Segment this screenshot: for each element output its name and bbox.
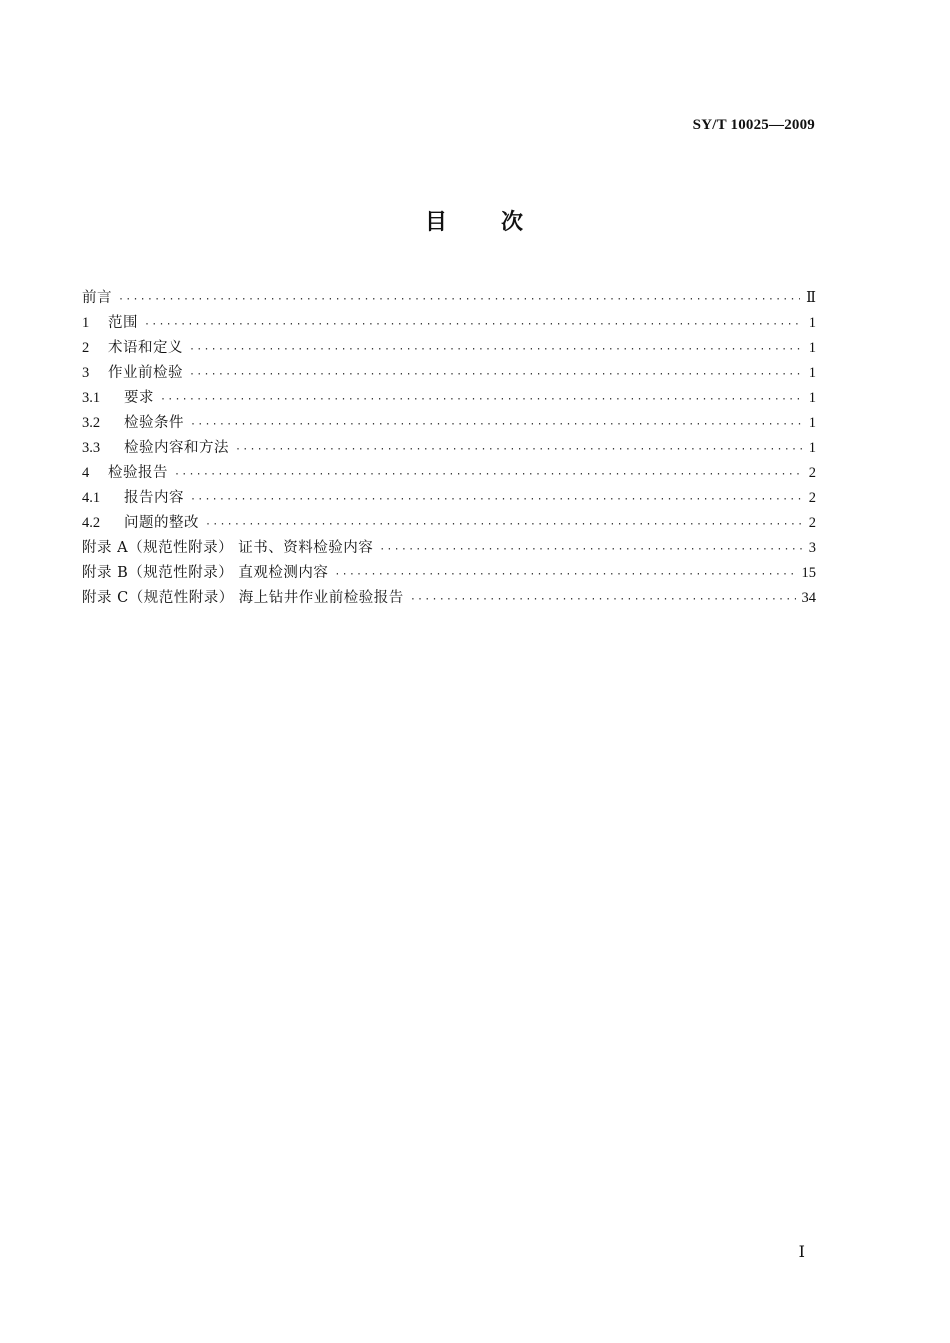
toc-leader-dots [144,319,803,330]
document-code: SY/T 10025—2009 [692,117,815,133]
toc-entry-page: 3 [808,540,816,556]
toc-entry-page: 1 [808,440,816,456]
toc-entry-2[interactable] [82,336,816,361]
toc-entry-3-2[interactable] [82,411,816,436]
toc-leader-dots [334,569,795,580]
toc-entry-page: 15 [801,565,816,581]
toc-entry-label: 检验内容和方法 [124,440,229,456]
toc-entry-3-1[interactable] [82,386,816,411]
toc-entry-3-3[interactable] [82,436,816,461]
toc-entry-4-2[interactable] [82,511,816,536]
toc-entry-foreword[interactable] [82,286,816,311]
toc-entry-label: 附录 A（规范性附录） 证书、资料检验内容 [82,540,374,556]
toc-leader-dots [205,519,803,530]
toc-leader-dots [379,544,803,555]
toc-entry-appendix-a[interactable] [82,536,816,561]
toc-leader-dots [160,394,803,405]
toc-entry-number: 3.3 [82,440,101,456]
toc-entry-label: 范围 [108,315,138,331]
toc-entry-label: 检验条件 [124,415,184,431]
toc-entry-page: 1 [808,340,816,356]
toc-leader-dots [189,369,803,380]
toc-leader-dots [190,419,803,430]
toc-entry-page: Ⅱ [806,290,816,306]
toc-entry-number: 3.2 [82,415,101,431]
toc-leader-dots [174,469,803,480]
toc-entry-page: 2 [808,465,816,481]
toc-leader-dots [410,594,796,605]
toc-entry-label: 报告内容 [124,490,184,506]
toc-entry-number: 4.2 [82,515,101,531]
toc-leader-dots [118,294,800,305]
toc-leader-dots [235,444,803,455]
toc-entry-label: 检验报告 [108,465,168,481]
toc-entry-page: 1 [808,415,816,431]
toc-entry-label: 前言 [82,290,112,306]
toc-entry-4-1[interactable] [82,486,816,511]
toc-entry-page: 34 [801,590,816,606]
toc-entry-number: 3.1 [82,390,101,406]
toc-entry-label: 作业前检验 [108,365,183,381]
toc-entry-number: 2 [82,340,90,356]
toc-leader-dots [190,494,803,505]
page-number: Ⅰ [798,1244,805,1261]
toc-entry-1[interactable] [82,311,816,336]
toc-entry-4[interactable] [82,461,816,486]
toc-entry-label: 附录 C（规范性附录） 海上钻井作业前检验报告 [82,590,404,606]
toc-entry-page: 1 [808,365,816,381]
toc-entry-label: 术语和定义 [108,340,183,356]
toc-entry-appendix-c[interactable] [82,586,816,611]
toc-entry-label: 附录 B（规范性附录） 直观检测内容 [82,565,329,581]
toc-entry-number: 3 [82,365,90,381]
toc-entry-number: 4 [82,465,90,481]
toc-entry-label: 要求 [124,390,154,406]
page-title-right: 次 [501,210,526,235]
page-title-left: 目 [424,210,449,235]
toc-entry-page: 2 [808,490,816,506]
toc-entry-number: 4.1 [82,490,101,506]
toc-entry-page: 1 [808,390,816,406]
toc-entry-appendix-b[interactable] [82,561,816,586]
toc-leader-dots [189,344,803,355]
table-of-contents [82,286,816,611]
toc-entry-number: 1 [82,315,90,331]
toc-entry-3[interactable] [82,361,816,386]
page-title [0,205,950,236]
toc-entry-page: 2 [808,515,816,531]
toc-entry-label: 问题的整改 [124,515,199,531]
toc-entry-page: 1 [808,315,816,331]
